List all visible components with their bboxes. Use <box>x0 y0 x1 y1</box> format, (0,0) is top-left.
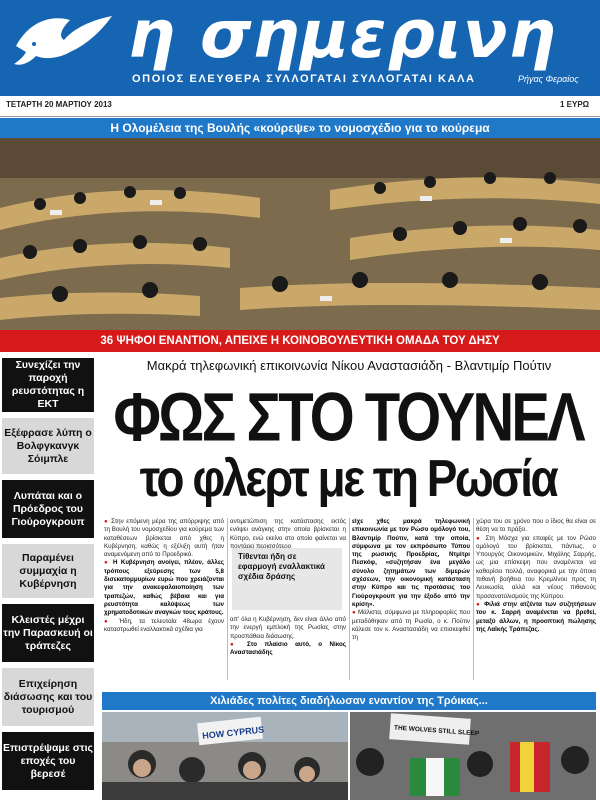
protest-photo-left <box>102 712 348 800</box>
protest-photo-right <box>350 712 596 800</box>
issue-price: 1 ΕΥΡΩ <box>560 100 590 109</box>
main-kicker: Μακρά τηλεφωνική επικοινωνία Νίκου Αναστασιάδη - Βλαντιμίρ Πούτιν <box>146 358 552 373</box>
column-divider <box>473 518 474 680</box>
motto-author: Ρήγας Φεραίος <box>518 74 579 84</box>
col4-para-bold: Φιλιά στην ατζέντα των συζητήσεων του κ. Σαρρή αναμένεται να βρεθεί, μεταξύ άλλων, η προοπτική πώλησης της Λαϊκής Τράπεζας. <box>476 600 596 633</box>
newspaper-title: η σημερινη <box>128 0 557 73</box>
sidebar-item: Λυπάται και ο Πρόεδρος του Γιούρογκρουπ <box>2 480 94 538</box>
col4-para: χώρα του σε χρόνο που ο ίδιος θα είναι σε θέση να το πράξει. <box>476 518 596 534</box>
bottom-headline: Χιλιάδες πολίτες διαδήλωσαν εναντίον της Τρόικας... <box>102 692 596 710</box>
protest-sign-text: THE WOLVES STILL SLEEP <box>393 724 480 738</box>
col4-para-2: Στη Μόσχα για επαφές με τον Ρώσο ομόλογό του βρίσκεται, πάντως, ο Υπουργός Οικονομικών, Μιχάλης Σαρρής, ως μια επίσκεψη που αναμένεται να καθορίσει πολλά, αναφορικά με την όποια πιθανή βοήθεια του Κρεμλίνου προς τη Λευκωσία, αλλά και νέους πιθανούς προσανατολισμούς της Κύπρου. <box>476 534 596 600</box>
col1-para: Στην επόμενη μέρα της απόρριψης από τη Βουλή του νομοσχεδίου για κούρεμα των καταθέσεων βρίσκεται από χθες η Κυβέρνηση, καθώς η εξέλιξη αυτή ήταν αναμενόμενη από το Προεδρικό. <box>104 518 224 559</box>
top-headline: Η Ολομέλεια της Βουλής «κούρεψε» το νομοσχέδιο για το κούρεμα <box>0 118 600 138</box>
dove-icon <box>8 6 118 72</box>
article-column-2-top <box>230 518 346 548</box>
col1-para-2: Ήδη, τα τελευταία 48ωρα έχουν καταστρωθεί εναλλακτικά σχέδια για <box>104 617 224 633</box>
col2-para: αντιμετώπιση της κατάστασης εκτός ενόψει ανάγκης στην οποία βρίσκεται η Κύπρο, ενώ εκείνο στο οποίο φαίνεται να ποντάρει περισσότερο <box>230 518 346 548</box>
article-column-4: χώρα του σε χρόνο που ο ίδιος θα είναι σε θέση να το πράξει. ● Στη Μόσχα για επαφές με τον Ρώσο ομόλογό του βρίσκεται, πάντως, ο Υπουργός Οικονομικών, Μιχάλης Σαρρής, ως μια επίσκεψη που αναμένεται να καθορίσει πολλά, αναφορικά με την όποια πιθανή βοήθεια του Κρεμλίνου προς τη Λευκωσία, αλλά και νέους πιθανούς προσανατολισμούς της Κύπρου. ● Φιλιά στην ατζέντα των συζητήσεων του κ. Σαρρή αναμένεται να βρεθεί, μεταξύ άλλων, η προοπτική πώλησης της Λαϊκής Τράπεζας. <box>476 518 596 633</box>
parliament-photo <box>0 138 600 330</box>
article-column-2-bottom: απ' όλα η Κυβέρνηση, δεν είναι άλλο από την ενεργή εμπλοκή της Ρωσίας στην προσπάθεια διάσωσης. ● Στο πλαίσιο αυτό, ο Νίκος Αναστασιάδης <box>230 616 346 657</box>
column-divider <box>227 518 228 680</box>
column-divider <box>349 518 350 680</box>
info-box: Τίθενται ήδη σε εφαρμογή εναλλακτικά σχέδια δράσης <box>232 548 342 610</box>
main-subheadline: το φλερτ με τη Ρωσία <box>139 449 557 508</box>
motto: ΟΠΟΙΟΣ ΕΛΕΥΘΕΡΑ ΣΥΛΛΟΓΑΤΑΙ ΣΥΛΛΟΓΑΤΑΙ ΚΑΛΑ <box>132 73 476 85</box>
protest-sign-text: HOW CYPRUS <box>201 724 265 741</box>
sidebar-item: Επιστρέψαμε στις εποχές του βερεσέ <box>2 732 94 790</box>
sidebar-item: Εξέφρασε λύπη ο Βολφγκανγκ Σόιμπλε <box>2 418 94 474</box>
col2-para-bold: Στο πλαίσιο αυτό, ο Νίκος Αναστασιάδης <box>230 640 346 657</box>
sidebar-item: Κλειστές μέχρι την Παρασκευή οι τράπεζες <box>2 604 94 662</box>
main-headline: ΦΩΣ ΣΤΟ ΤΟΥΝΕΛ <box>113 379 583 456</box>
issue-date: ΤΕΤΑΡΤΗ 20 ΜΑΡΤΙΟΥ 2013 <box>6 100 112 109</box>
col1-para-bold: Η Κυβέρνηση ανοίγει, πλέον, άλλες τρόπους εξεύρεσης των 5,8 δισεκατομμυρίων ευρώ που χρειάζονται για την ανακεφαλαιοποίηση των τραπεζών, καθώς βέβαια και για ρευστότητα καλύψεως των χρηματοδοτικών αναγκών τους κράτους. <box>104 559 224 617</box>
col3-para: Μάλιστα, σύμφωνα με πληροφορίες που μεταδόθηκαν από τη Ρωσία, ο κ. Πούτιν κάλεσε τον κ. Αναστασιάδη να επισκεφθεί τη <box>352 609 470 642</box>
article-column-3: είχε χθες μακρά τηλεφωνική επικοινωνία με τον Ρώσο ομόλογό του, Βλαντιμίρ Πούτιν, κατά την οποία, σύμφωνα με τον εκπρόσωπο Τύπου της ρωσικής Προεδρίας, Ντμίτρι Πεσκόφ, «συζητήσαν ένα μεγάλο σύνολο ζητημάτων των διμερών σχέσεων, την οικονομική κατάσταση στην Κύπρο και τις προτάσεις του Γιούρογκρουπ για την έξοδο από την κρίση». ● Μάλιστα, σύμφωνα με πληροφορίες που μεταδόθηκαν από τη Ρωσία, ο κ. Πούτιν κάλεσε τον κ. Αναστασιάδη να επισκεφθεί τη <box>352 518 470 642</box>
article-column-1: ● Στην επόμενη μέρα της απόρριψης από τη Βουλή του νομοσχεδίου για κούρεμα των καταθέσεων βρίσκεται από χθες η Κυβέρνηση, καθώς η εξέλιξη αυτή ήταν αναμενόμενη από το Προεδρικό. ● Η Κυβέρνηση ανοίγει, πλέον, άλλες τρόπους εξεύρεσης των 5,8 δισεκατομμυρίων ευρώ που χρειάζονται για την ανακεφαλαιοποίηση των τραπεζών, καθώς βέβαια και για ρευστότητα καλύψεως των χρηματοδοτικών αναγκών τους κράτους. ● Ήδη, τα τελευταία 48ωρα έχουν καταστρωθεί εναλλακτικά σχέδια για <box>104 518 224 633</box>
col2-para-2: απ' όλα η Κυβέρνηση, δεν είναι άλλο από την ενεργή εμπλοκή της Ρωσίας στην προσπάθεια διάσωσης. <box>230 616 346 640</box>
col3-para-bold: είχε χθες μακρά τηλεφωνική επικοινωνία με τον Ρώσο ομόλογό του, Βλαντιμίρ Πούτιν, κατά την οποία, σύμφωνα με τον εκπρόσωπο Τύπου της ρωσικής Προεδρίας, Ντμίτρι Πεσκόφ, «συζητήσαν ένα μεγάλο σύνολο ζητημάτων των διμερών σχέσεων, την οικονομική κατάσταση στην Κύπρο και τις προτάσεις του Γιούρογκρουπ για την έξοδο από την κρίση». <box>352 518 470 608</box>
vote-banner: 36 ΨΗΦΟΙ ΕΝΑΝΤΙΟΝ, ΑΠΕΙΧΕ Η ΚΟΙΝΟΒΟΥΛΕΥΤΙΚΗ ΟΜΑΔΑ ΤΟΥ ΔΗΣΥ <box>0 330 600 352</box>
sidebar-item: Παραμένει συμμαχία η Κυβέρνηση <box>2 544 94 598</box>
sidebar-item: Συνεχίζει την παροχή ρευστότητας η ΕΚΤ <box>2 358 94 412</box>
sidebar-item: Επιχείρηση διάσωσης και του τουρισμού <box>2 668 94 726</box>
